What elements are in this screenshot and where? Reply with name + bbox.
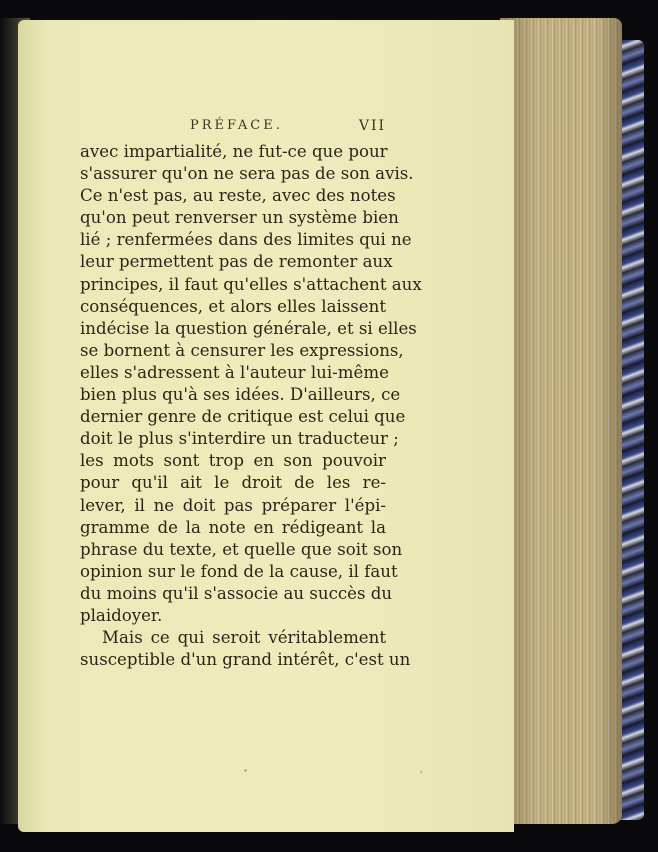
text-line: susceptible d'un grand intérêt, c'est un: [80, 650, 411, 670]
page-number: VII: [358, 118, 386, 134]
text-line: conséquences, et alors elles laissent: [80, 296, 386, 316]
text-line: leur permettent pas de remonter aux: [80, 252, 393, 272]
text-line: elles s'adressent à l'auteur lui-même: [80, 362, 389, 382]
running-head: [80, 118, 386, 140]
text-line: du moins qu'il s'associe au succès du: [80, 583, 393, 603]
text-line: indécise la question générale, et si elles: [80, 318, 417, 338]
ink-speck: ': [420, 770, 423, 779]
ink-speck: ˇ: [243, 770, 248, 781]
text-line: plaidoyer.: [80, 605, 163, 625]
text-line: pour qu'il ait le droit de les re-: [80, 473, 386, 493]
page-block-shadow: [500, 18, 622, 824]
paragraph-first-line: Mais ce qui seroit véritablement: [102, 628, 386, 648]
text-line: opinion sur le fond de la cause, il faut: [80, 561, 398, 581]
text-line: se bornent à censurer les expressions,: [80, 340, 404, 360]
text-line: avec impartialité, ne fut-ce que pour: [80, 142, 388, 161]
text-line: s'assurer qu'on ne sera pas de son avis.: [80, 164, 414, 184]
running-head-title: PRÉFACE.: [190, 118, 283, 133]
text-line: bien plus qu'à ses idées. D'ailleurs, ce: [80, 385, 401, 405]
text-line: gramme de la note en rédigeant la: [80, 517, 386, 537]
text-line: qu'on peut renverser un système bien: [80, 208, 399, 228]
text-line: dernier genre de critique est celui que: [80, 407, 406, 427]
text-line: les mots sont trop en son pouvoir: [80, 451, 386, 471]
text-line: lié ; renfermées dans des limites qui ne: [80, 230, 412, 250]
text-line: principes, il faut qu'elles s'attachent aux: [80, 274, 422, 294]
text-line: lever, il ne doit pas préparer l'épi-: [80, 495, 386, 515]
text-line: phrase du texte, et quelle que soit son: [80, 539, 403, 559]
text-line: doit le plus s'interdire un traducteur ;: [80, 429, 399, 449]
body-text: [80, 141, 422, 671]
text-line: Ce n'est pas, au reste, avec des notes: [80, 186, 396, 206]
